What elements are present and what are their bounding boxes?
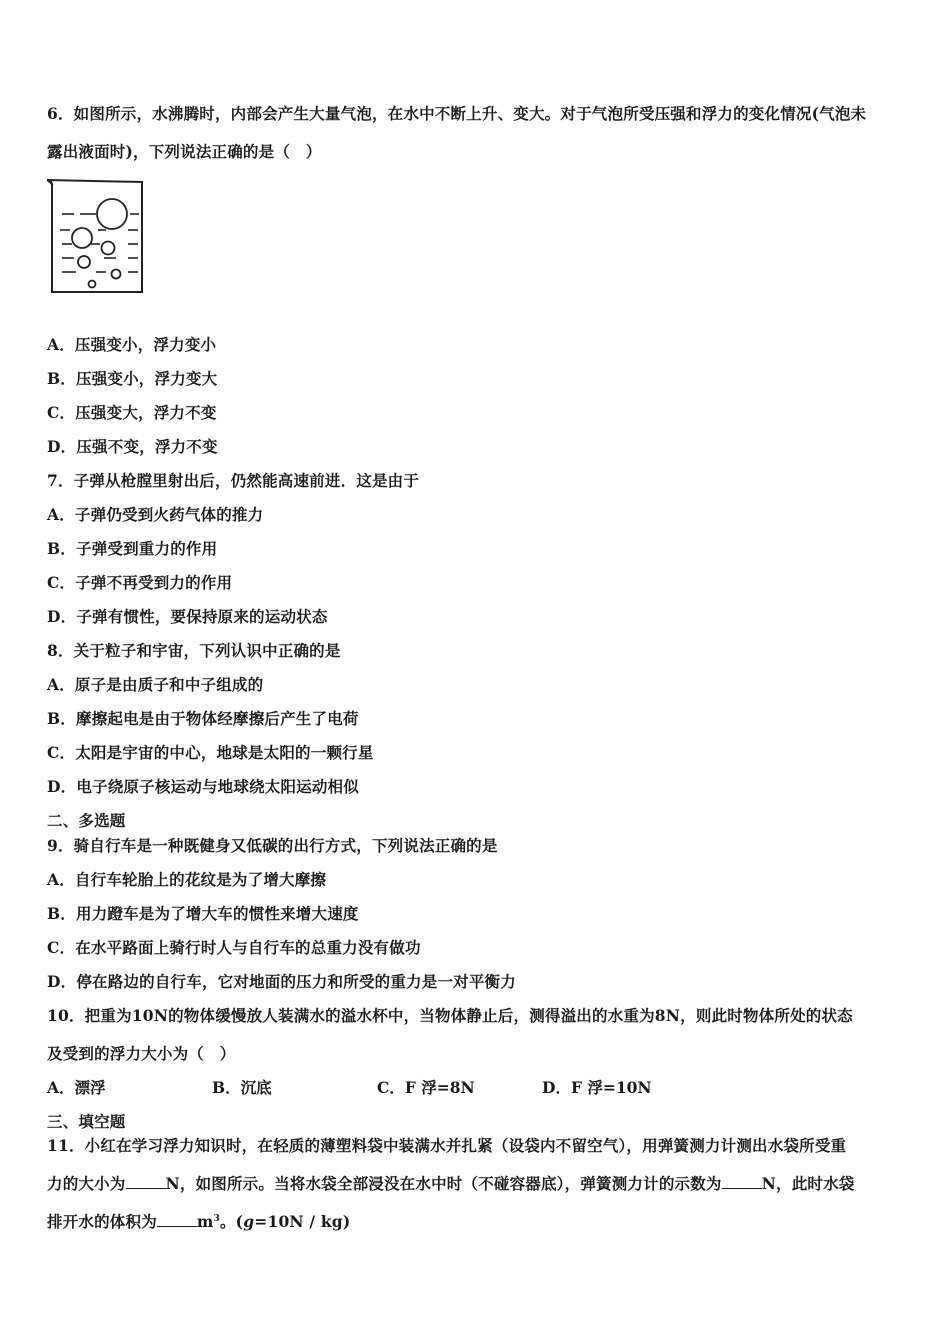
q9-option-a: A．自行车轮胎上的花纹是为了增大摩擦: [47, 870, 327, 889]
q9-option-d: D．停在路边的自行车，它对地面的压力和所受的重力是一对平衡力: [47, 972, 516, 991]
q6-stem-line1: 6．如图所示，水沸腾时，内部会产生大量气泡，在水中不断上升、变大。对于气泡所受压强和浮力的变化情况(气泡未: [47, 104, 867, 123]
q8-option-b: B．摩擦起电是由于物体经摩擦后产生了电荷: [47, 709, 359, 728]
q11-line3-g: g: [243, 1212, 255, 1231]
q10-option-d: D．F 浮=10N: [542, 1078, 652, 1097]
q8-option-a: A．原子是由质子和中子组成的: [47, 675, 264, 694]
q7-stem: 7．子弹从枪膛里射出后，仍然能高速前进．这是由于: [47, 471, 420, 490]
q11-stem-line1: 11．小红在学习浮力知识时，在轻质的薄塑料袋中装满水并扎紧（设袋内不留空气），用弹簧测力计测出水袋所受重: [47, 1136, 847, 1155]
q11-blank-2[interactable]: [722, 1173, 762, 1190]
q11-stem-line3: [47, 1210, 350, 1232]
q8-stem: 8．关于粒子和宇宙，下列认识中正确的是: [47, 641, 341, 660]
q11-stem-line2: [47, 1172, 855, 1194]
q11-line2-text-c: N，此时水袋: [761, 1174, 855, 1193]
q10-option-b: B．沉底: [212, 1078, 272, 1097]
q7-option-c: C．子弹不再受到力的作用: [47, 573, 233, 592]
q11-line3-text-a: 排开水的体积为: [47, 1212, 157, 1231]
q11-line3-unit: m: [196, 1212, 214, 1231]
q6-option-a: A．压强变小，浮力变小: [47, 335, 217, 354]
q6-option-b: B．压强变小，浮力变大: [47, 369, 218, 388]
q11-blank-3[interactable]: [157, 1211, 197, 1228]
q10-stem-line1: 10．把重为10N的物体缓慢放人装满水的溢水杯中，当物体静止后，测得溢出的水重为8N，则此时物体所处的状态: [47, 1006, 853, 1025]
q6-option-d: D．压强不变，浮力不变: [47, 437, 218, 456]
q9-stem: 9．骑自行车是一种既健身又低碳的出行方式，下列说法正确的是: [47, 836, 498, 855]
section-heading-multiple-choice: 二、多选题: [47, 811, 126, 830]
q7-option-a: A．子弹仍受到火药气体的推力: [47, 505, 264, 524]
q9-option-c: C．在水平路面上骑行时人与自行车的总重力没有做功: [47, 938, 421, 957]
q6-option-c: C．压强变大，浮力不变: [47, 403, 217, 422]
q7-option-d: D．子弹有惯性，要保持原来的运动状态: [47, 607, 328, 626]
q11-blank-1[interactable]: [126, 1173, 166, 1190]
q8-option-d: D．电子绕原子核运动与地球绕太阳运动相似: [47, 777, 359, 796]
q10-stem-line2: 及受到的浮力大小为（ ）: [47, 1044, 236, 1063]
section-heading-fill-in: 三、填空题: [47, 1112, 126, 1131]
q11-line3-unit-exponent: 3: [213, 1213, 220, 1224]
q11-line3-text-d: =10N / kg): [254, 1212, 351, 1231]
q10-option-a: A．漂浮: [47, 1078, 106, 1097]
q11-line2-text-b: N，如图所示。当将水袋全部浸没在水中时（不碰容器底），弹簧测力计的示数为: [165, 1174, 722, 1193]
q11-line2-text-a: 力的大小为: [47, 1174, 126, 1193]
q6-stem-line2: 露出液面时)，下列说法正确的是（ ）: [47, 142, 322, 161]
q7-option-b: B．子弹受到重力的作用: [47, 539, 218, 558]
q8-option-c: C．太阳是宇宙的中心，地球是太阳的一颗行星: [47, 743, 374, 762]
q11-line3-text-c: 。(: [219, 1212, 244, 1231]
q9-option-b: B．用力蹬车是为了增大车的惯性来增大速度: [47, 904, 359, 923]
q10-option-c: C．F 浮=8N: [377, 1078, 475, 1097]
beaker-bubbles-figure: [44, 176, 148, 298]
